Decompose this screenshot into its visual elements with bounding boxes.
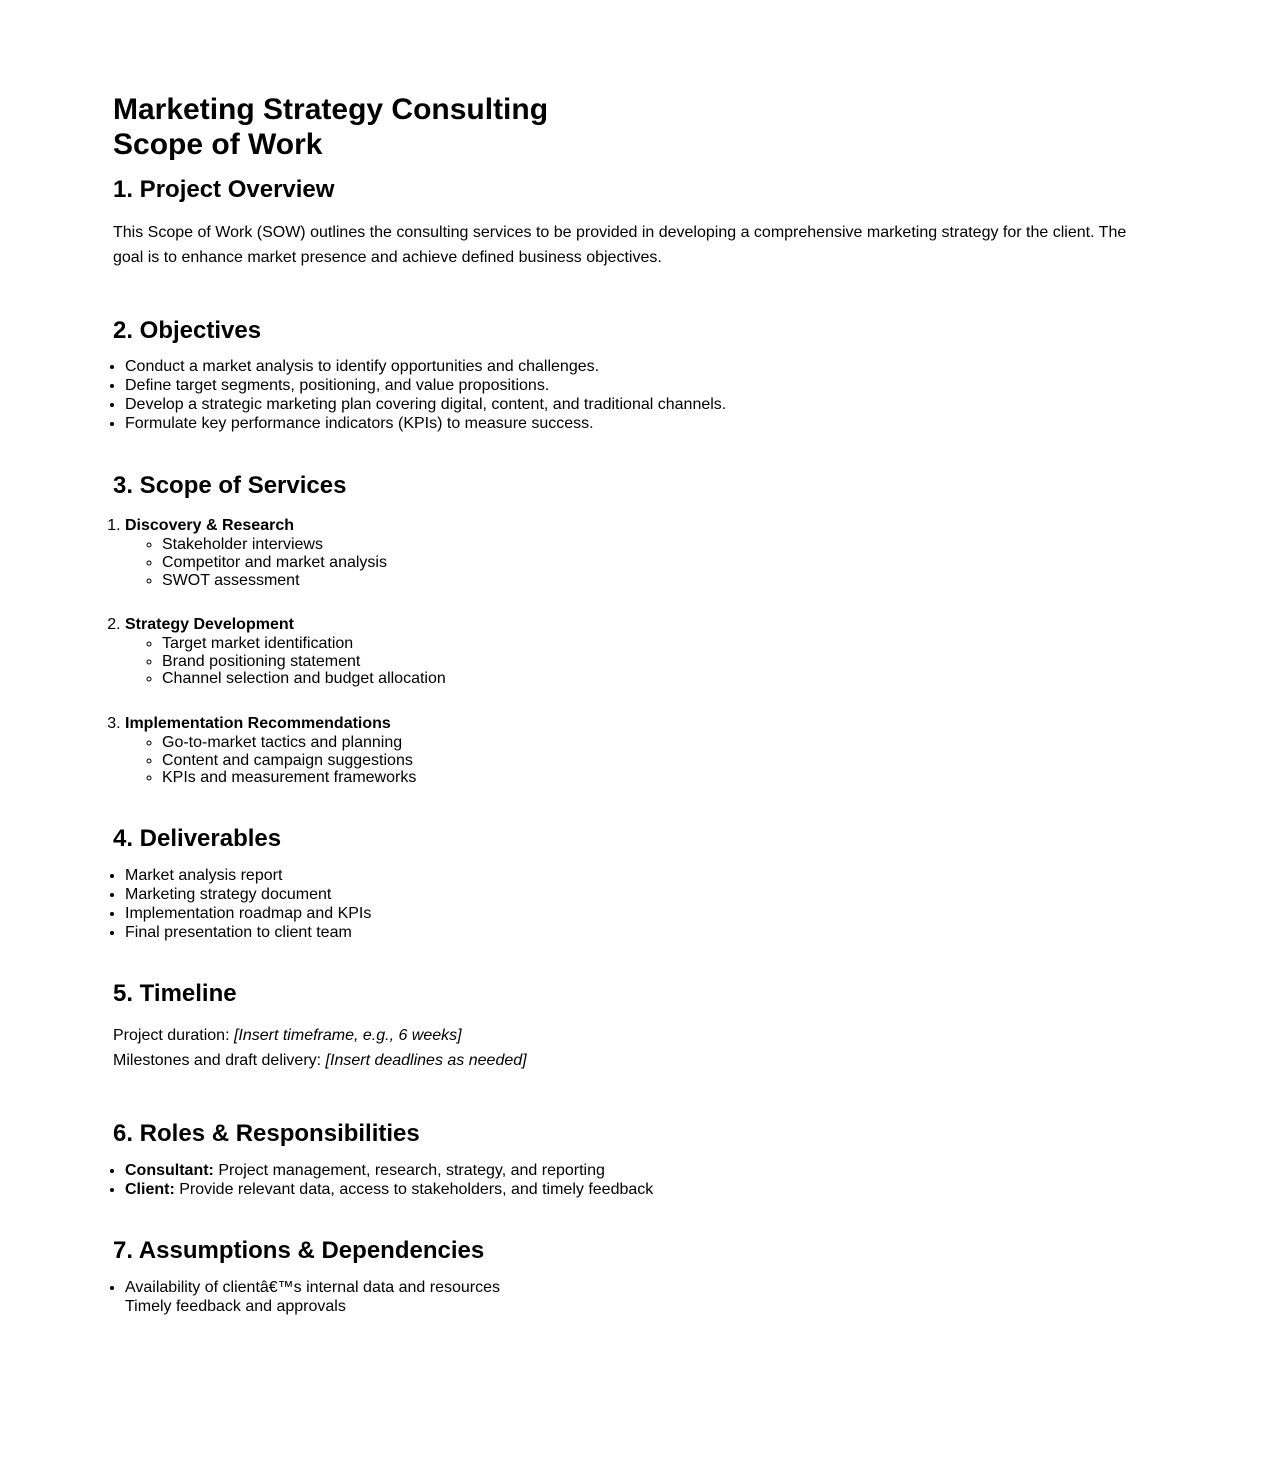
list-item: • Formulate key performance indicators (KPIs) to measure success. [125,414,1150,433]
list-item: ◦ Target market identification [162,635,1150,653]
section-assumptions-dependencies [113,1236,1150,1315]
project-overview-paragraph: This Scope of Work (SOW) outlines the consulting services to be provided in developing a comprehensive marketing strategy for the client. The goal is to enhance market presence and achieve defined business objectives. [113,223,1127,266]
list-item: • Final presentation to client team [125,923,1150,942]
section-timeline [113,980,1150,1074]
roles-list [113,1161,1150,1199]
timeline-paragraph [113,1024,1150,1074]
list-item-clipped: Timely feedback and approvals [125,1297,346,1315]
heading-objectives: 2. Objectives [113,316,262,344]
list-item: • Develop a strategic marketing plan covering digital, content, and traditional channels. [125,395,1150,414]
list-item: • Marketing strategy document [125,885,1150,904]
assumptions-list [113,1278,1150,1315]
list-item: ◦ Brand positioning statement [162,653,1150,671]
heading-timeline: 5. Timeline [113,979,237,1007]
list-item [125,1161,1150,1180]
service-item [125,615,1150,688]
services-list [113,516,1150,786]
section-project-overview [113,176,1150,270]
list-item: ◦ Content and campaign suggestions [162,752,1150,770]
milestones-label: Milestones and draft delivery: [113,1052,326,1070]
list-item: ◦ KPIs and measurement frameworks [162,769,1150,787]
list-item: • Define target segments, positioning, and value propositions. [125,376,1150,395]
service-sublist [125,536,1150,589]
role-description: Provide relevant data, access to stakeholders, and timely feedback [174,1180,654,1198]
service-title: 3. Implementation Recommendations [125,714,391,732]
section-roles-responsibilities [113,1120,1150,1199]
service-sublist [125,734,1150,787]
service-item [125,516,1150,589]
list-item: ◦ Go-to-market tactics and planning [162,734,1150,752]
service-item [125,714,1150,787]
list-item: ◦ Competitor and market analysis [162,554,1150,572]
project-duration-label: Project duration: [113,1027,234,1045]
heading-deliverables: 4. Deliverables [113,824,282,852]
heading-project-overview: 1. Project Overview [113,176,335,204]
list-item [125,1180,1150,1199]
list-item: • Conduct a market analysis to identify opportunities and challenges. [125,357,1150,376]
list-item: • Availability of clientâ€™s internal data and resources [125,1278,1150,1297]
document-title-line-1: Marketing Strategy Consulting [113,93,549,126]
service-title: 2. Strategy Development [125,616,294,634]
role-name: Consultant: [125,1161,214,1179]
heading-scope-of-services: 3. Scope of Services [113,471,347,499]
service-sublist [125,635,1150,688]
section-deliverables [113,825,1150,942]
deliverables-list [113,866,1150,942]
list-item: ◦ Channel selection and budget allocation [162,670,1150,688]
list-item: • Market analysis report [125,866,1150,885]
section-scope-of-services [113,472,1150,787]
role-name: Client: [125,1180,175,1198]
list-item: • Implementation roadmap and KPIs [125,904,1150,923]
document-title-line-2: Scope of Work [113,128,323,162]
role-description: Project management, research, strategy, and reporting [213,1161,605,1179]
service-title: 1. Discovery & Research [125,517,294,535]
milestones-placeholder: [Insert deadlines as needed] [325,1052,527,1070]
list-item: ◦ Stakeholder interviews [162,536,1150,554]
objectives-list [113,357,1150,433]
project-duration-placeholder: [Insert timeframe, e.g., 6 weeks] [233,1027,462,1045]
document-title [113,92,1150,162]
list-item: ◦ SWOT assessment [162,572,1150,590]
heading-roles-responsibilities: 6. Roles & Responsibilities [113,1120,420,1148]
section-objectives [113,317,1150,434]
heading-assumptions-dependencies: 7. Assumptions & Dependencies [113,1236,485,1264]
